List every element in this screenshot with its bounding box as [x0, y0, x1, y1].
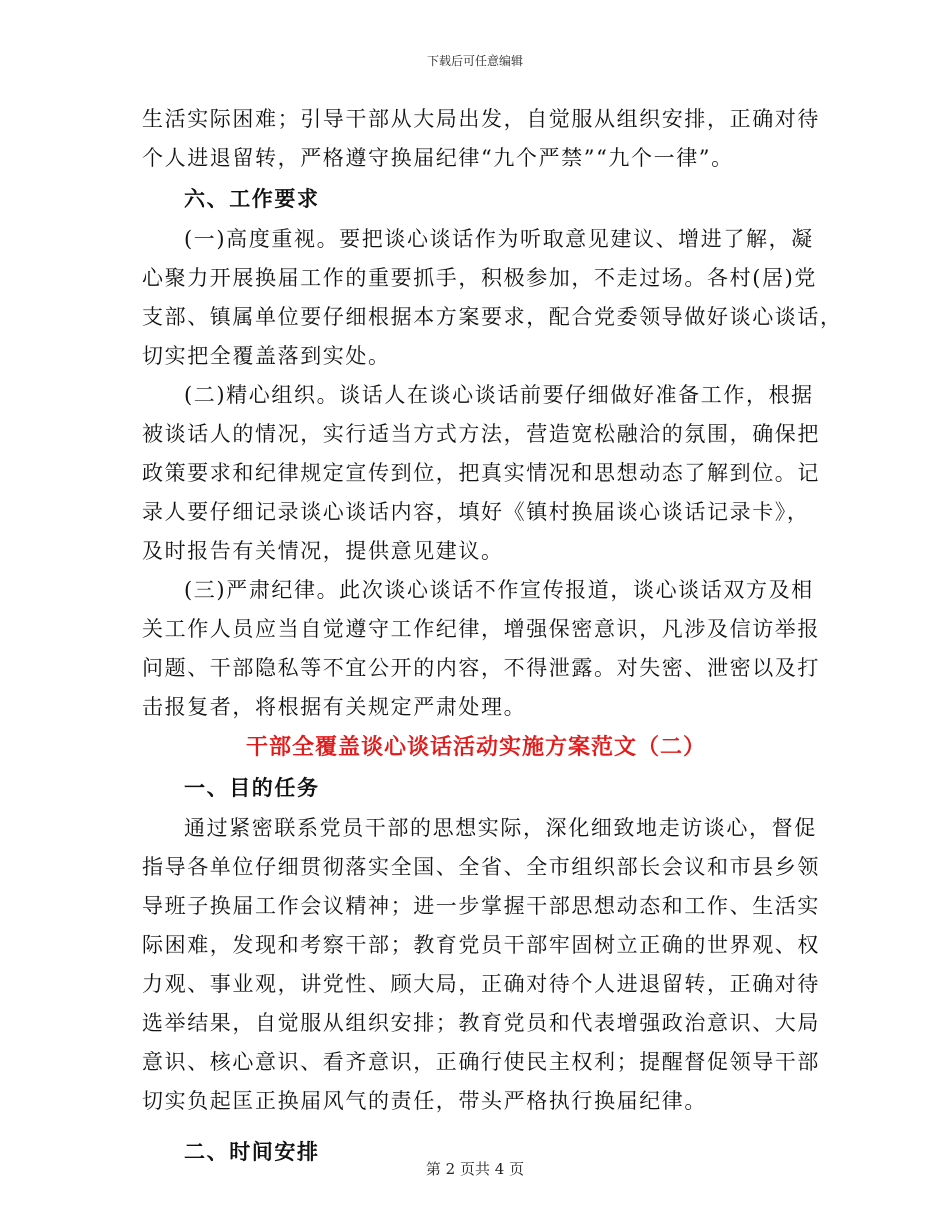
- paragraph-line: (三)严肃纪律。此次谈心谈话不作宣传报道，谈心谈话双方及相: [184, 578, 814, 602]
- paragraph-line: 力观、事业观，讲党性、顾大局，正确对待个人进退留转，正确对待: [142, 972, 820, 996]
- page-number: 第 2 页共 4 页: [425, 1160, 525, 1178]
- document-body: [142, 100, 843, 1173]
- paragraph-line: 指导各单位仔细贯彻落实全国、全省、全市组织部长会议和市县乡领: [142, 855, 820, 879]
- paragraph-line: 切实把全覆盖落到实处。: [142, 344, 391, 368]
- paragraph-line: 际困难，发现和考察干部；教育党员干部牢固树立正确的世界观、权: [142, 933, 820, 957]
- paragraph-line: 及时报告有关情况，提供意见建议。: [142, 539, 504, 563]
- paragraph-line: 通过紧密联系党员干部的思想实际，深化细致地走访谈心，督促: [184, 816, 817, 840]
- paragraph-line: 选举结果，自觉服从组织安排；教育党员和代表增强政治意识、大局: [142, 1011, 820, 1035]
- paragraph-line: 录人要仔细记录谈心谈话内容，填好《镇村换届谈心谈话记录卡》，: [142, 500, 810, 524]
- paragraph-line: 导班子换届工作会议精神；进一步掌握干部思想动态和工作、生活实: [142, 894, 820, 918]
- paragraph-line: 个人进退留转，严格遵守换届纪律“九个严禁”“九个一律”。: [142, 146, 734, 170]
- paragraph-line: 关工作人员应当自觉遵守工作纪律，增强保密意识，凡涉及信访举报: [142, 617, 820, 641]
- section-heading-one: 一、目的任务: [184, 775, 320, 800]
- paragraph-line: 问题、干部隐私等不宜公开的内容，不得泄露。对失密、泄密以及打: [142, 656, 820, 680]
- section-heading-two: 二、时间安排: [184, 1139, 320, 1164]
- section-heading-six: 六、工作要求: [184, 186, 320, 211]
- paragraph-line: 意识、核心意识、看齐意识，正确行使民主权利；提醒督促领导干部: [142, 1050, 820, 1074]
- page-header: 下载后可任意编辑: [426, 54, 523, 68]
- paragraph-line: 政策要求和纪律规定宣传到位，把真实情况和思想动态了解到位。记: [142, 461, 820, 485]
- paragraph-line: (一)高度重视。要把谈心谈话作为听取意见建议、增进了解，凝: [184, 227, 814, 251]
- paragraph-line: 生活实际困难；引导干部从大局出发，自觉服从组织安排，正确对待: [142, 107, 820, 131]
- paragraph-line: 心聚力开展换届工作的重要抓手，积极参加，不走过场。各村(居)党: [142, 266, 817, 290]
- document-title: 干部全覆盖谈心谈话活动实施方案范文（二）: [245, 734, 706, 760]
- paragraph-line: 支部、镇属单位要仔细根据本方案要求，配合党委领导做好谈心谈话，: [142, 305, 843, 329]
- paragraph-line: 切实负起匡正换届风气的责任，带头严格执行换届纪律。: [142, 1089, 707, 1113]
- paragraph-line: (二)精心组织。谈话人在谈心谈话前要仔细做好准备工作，根据: [184, 383, 814, 407]
- paragraph-line: 击报复者，将根据有关规定严肃处理。: [142, 695, 527, 719]
- paragraph-line: 被谈话人的情况，实行适当方式方法，营造宽松融洽的氛围，确保把: [142, 422, 820, 446]
